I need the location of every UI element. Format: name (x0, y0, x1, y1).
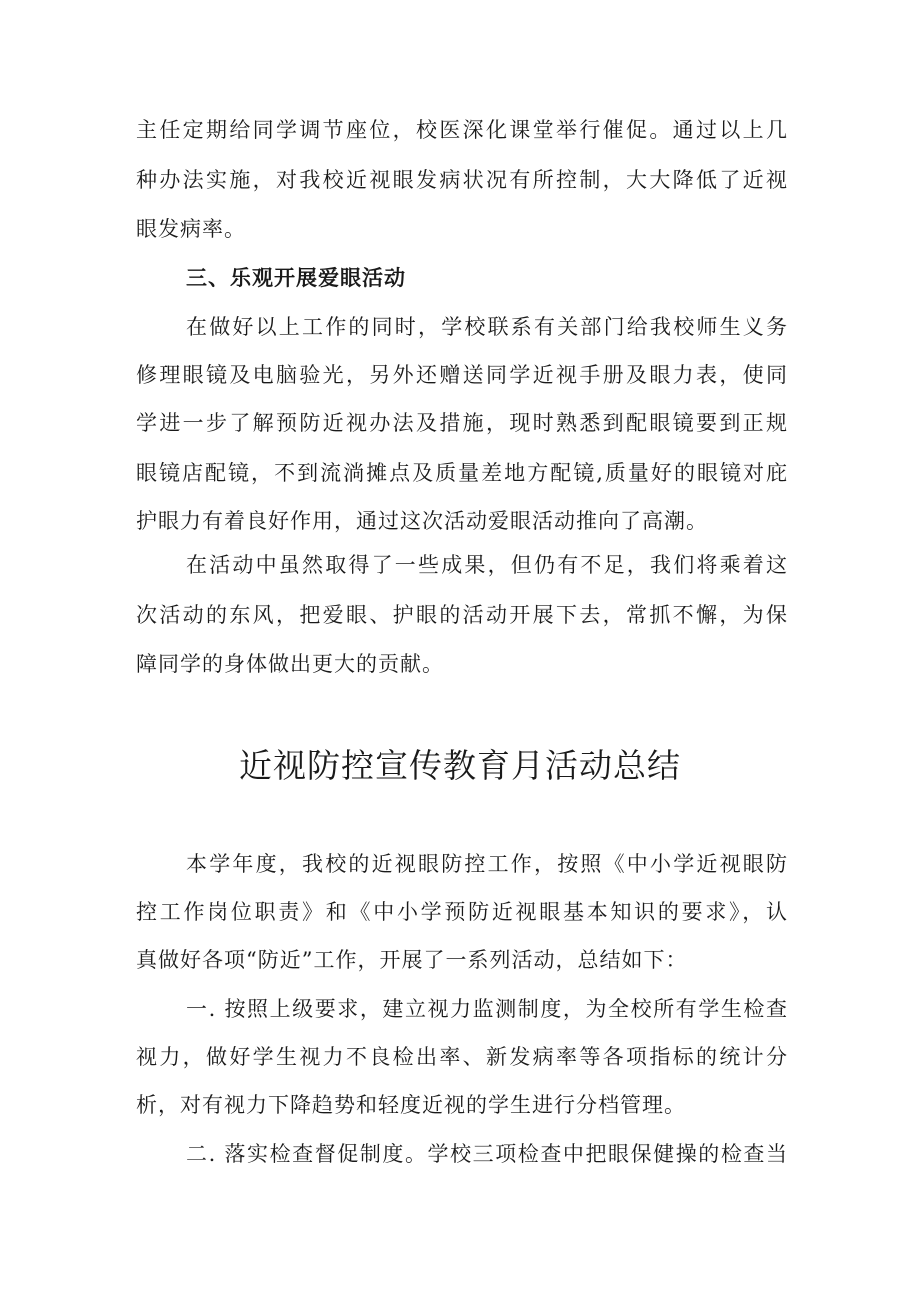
paragraph-line: 一. 按照上级要求，建立视力监测制度，为全校所有学生检查 (186, 997, 788, 1021)
paragraph-line: 障同学的身体做出更大的贡献。 (136, 652, 444, 676)
paragraph-line: 本学年度，我校的近视眼防控工作，按照《中小学近视眼防 (186, 852, 788, 876)
paragraph-line: 眼镜店配镜，不到流淌摊点及质量差地方配镜,质量好的眼镜对庇 (136, 461, 788, 485)
paragraph-line: 主任定期给同学调节座位，校医深化课堂举行催促。通过以上几 (136, 118, 788, 142)
section-heading: 三、乐观开展爱眼活动 (186, 266, 406, 290)
paragraph-line: 析，对有视力下降趋势和轻度近视的学生进行分档管理。 (136, 1093, 686, 1117)
paragraph-line: 视力，做好学生视力不良检出率、新发病率等各项指标的统计分 (136, 1045, 788, 1069)
paragraph-line: 在活动中虽然取得了一些成果，但仍有不足，我们将乘着这 (186, 553, 788, 577)
document-title: 近视防控宣传教育月活动总结 (239, 746, 681, 785)
paragraph-line: 种办法实施，对我校近视眼发病状况有所控制，大大降低了近视 (136, 168, 788, 192)
paragraph-line: 眼发病率。 (136, 217, 246, 241)
paragraph-line: 二. 落实检查督促制度。学校三项检查中把眼保健操的检查当 (186, 1142, 788, 1166)
paragraph-line: 次活动的东风，把爱眼、护眼的活动开展下去，常抓不懈，为保 (136, 603, 788, 627)
paragraph-line: 护眼力有着良好作用，通过这次活动爱眼活动推向了高潮。 (136, 509, 708, 533)
paragraph-line: 修理眼镜及电脑验光，另外还赠送同学近视手册及眼力表，使同 (136, 363, 788, 387)
paragraph-line: 控工作岗位职责》和《中小学预防近视眼基本知识的要求》，认 (136, 900, 788, 924)
paragraph-line: 真做好各项“防近”工作，开展了一系列活动，总结如下： (136, 948, 688, 972)
paragraph-line: 在做好以上工作的同时，学校联系有关部门给我校师生义务 (186, 315, 788, 339)
paragraph-line: 学进一步了解预防近视办法及措施，现时熟悉到配眼镜要到正规 (136, 411, 788, 435)
